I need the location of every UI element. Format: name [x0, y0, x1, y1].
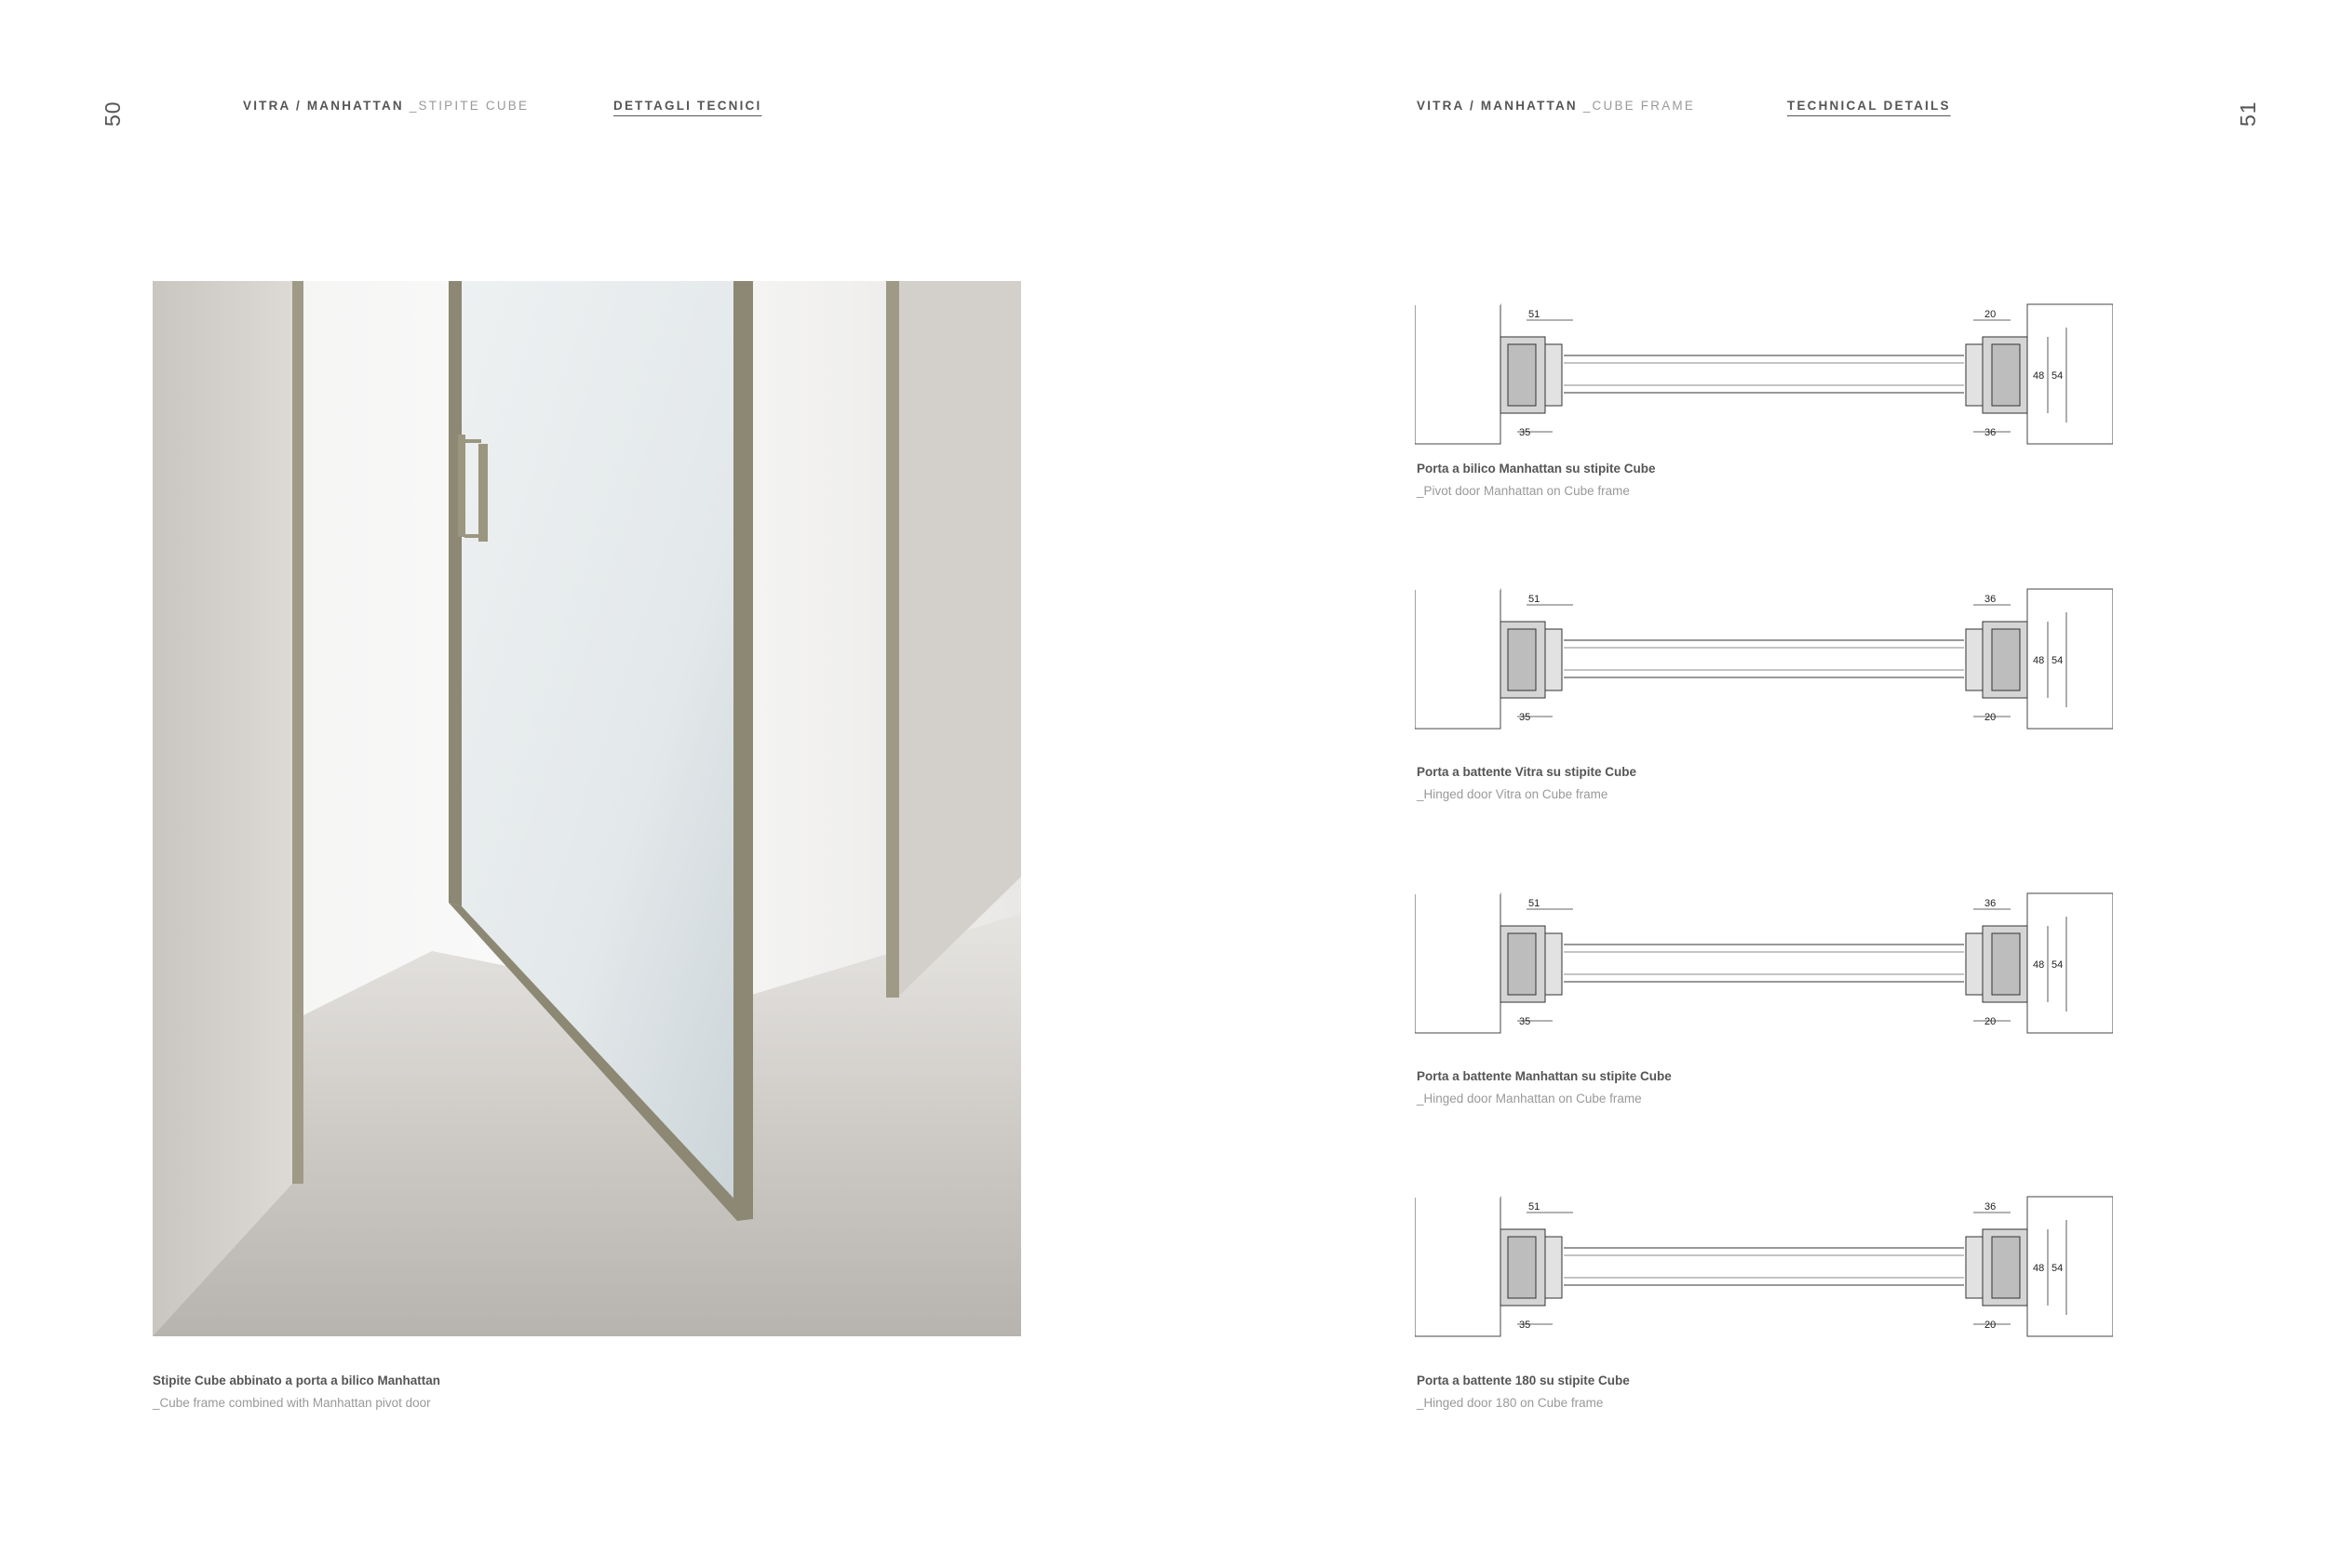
dim-top-right: 20 — [1984, 309, 1997, 320]
dim-bottom-left: 35 — [1519, 1320, 1531, 1331]
wall-left — [1415, 1197, 1500, 1336]
photo-caption-title: Stipite Cube abbinato a porta a bilico Manhattan — [153, 1374, 441, 1387]
header-left — [243, 99, 529, 113]
dim-top-left: 51 — [1528, 898, 1540, 909]
dim-outer-height: 54 — [2051, 959, 2064, 971]
dim-inner-height: 48 — [2033, 655, 2045, 666]
dim-top-right: 36 — [1984, 1201, 1997, 1213]
section-link-right[interactable]: TECHNICAL DETAILS — [1787, 99, 1951, 113]
dim-bottom-right: 20 — [1984, 1320, 1997, 1331]
dim-inner-height: 48 — [2033, 370, 2045, 382]
section-drawing-3 — [1415, 889, 2113, 1038]
dim-top-left: 51 — [1528, 594, 1540, 605]
section-drawing-4 — [1415, 1192, 2113, 1341]
frame-right — [1966, 622, 2027, 698]
detail-caption-subtitle: _Pivot door Manhattan on Cube frame — [1417, 483, 1630, 498]
page-number-left: 50 — [101, 101, 125, 127]
dim-inner-height: 48 — [2033, 959, 2045, 971]
dim-bottom-left: 35 — [1519, 712, 1531, 723]
header-subtitle-right: _CUBE FRAME — [1582, 99, 1696, 113]
header-product-left: VITRA / MANHATTAN — [243, 99, 404, 113]
glass-panel — [1564, 640, 1964, 677]
frame-left — [1500, 1229, 1562, 1306]
frame-right — [1966, 926, 2027, 1002]
glass-panel — [1564, 945, 1964, 982]
frame-left — [1500, 622, 1562, 698]
dim-outer-height: 54 — [2051, 370, 2064, 382]
dim-bottom-left: 35 — [1519, 427, 1531, 438]
dim-top-right: 36 — [1984, 898, 1997, 909]
section-drawing-2 — [1415, 584, 2113, 733]
section-link-left[interactable]: DETTAGLI TECNICI — [613, 99, 762, 113]
photo-caption — [153, 1374, 440, 1409]
detail-caption-title: Porta a battente 180 su stipite Cube — [1417, 1374, 1630, 1387]
dim-bottom-right: 36 — [1984, 427, 1997, 438]
frame-left — [1500, 926, 1562, 1002]
dim-bottom-right: 20 — [1984, 712, 1997, 723]
dim-top-left: 51 — [1528, 309, 1540, 320]
detail-caption-subtitle: _Hinged door Vitra on Cube frame — [1417, 786, 1608, 801]
header-subtitle-left: _STIPITE CUBE — [409, 99, 530, 113]
glass-panel — [1564, 1248, 1964, 1285]
detail-caption-title: Porta a battente Manhattan su stipite Cube — [1417, 1069, 1672, 1083]
detail-caption-subtitle: _Hinged door Manhattan on Cube frame — [1417, 1091, 1642, 1106]
wall-left — [1415, 304, 1500, 444]
detail-caption-4 — [1417, 1374, 1630, 1409]
detail-caption-title: Porta a bilico Manhattan su stipite Cube — [1417, 462, 1656, 476]
dim-top-left: 51 — [1528, 1201, 1540, 1213]
door-photo — [153, 281, 1021, 1336]
header-product-right: VITRA / MANHATTAN — [1417, 99, 1578, 113]
frame-right — [1966, 337, 2027, 413]
detail-caption-title: Porta a battente Vitra su stipite Cube — [1417, 765, 1637, 779]
section-drawing-1 — [1415, 300, 2113, 449]
dim-bottom-left: 35 — [1519, 1016, 1531, 1027]
detail-caption-subtitle: _Hinged door 180 on Cube frame — [1417, 1395, 1604, 1410]
dim-inner-height: 48 — [2033, 1263, 2045, 1274]
glass-panel — [1564, 355, 1964, 393]
detail-caption-2 — [1417, 766, 1636, 800]
frame-left — [1500, 337, 1562, 413]
wall-left — [1415, 893, 1500, 1033]
header-right — [1417, 99, 1695, 113]
detail-caption-1 — [1417, 462, 1656, 497]
dim-outer-height: 54 — [2051, 655, 2064, 666]
dim-outer-height: 54 — [2051, 1263, 2064, 1274]
dim-top-right: 36 — [1984, 594, 1997, 605]
wall-left — [1415, 589, 1500, 729]
photo-caption-subtitle: _Cube frame combined with Manhattan pivot door — [153, 1395, 431, 1410]
detail-caption-3 — [1417, 1070, 1672, 1105]
dim-bottom-right: 20 — [1984, 1016, 1997, 1027]
frame-right — [1966, 1229, 2027, 1306]
page-number-right: 51 — [2236, 101, 2260, 127]
